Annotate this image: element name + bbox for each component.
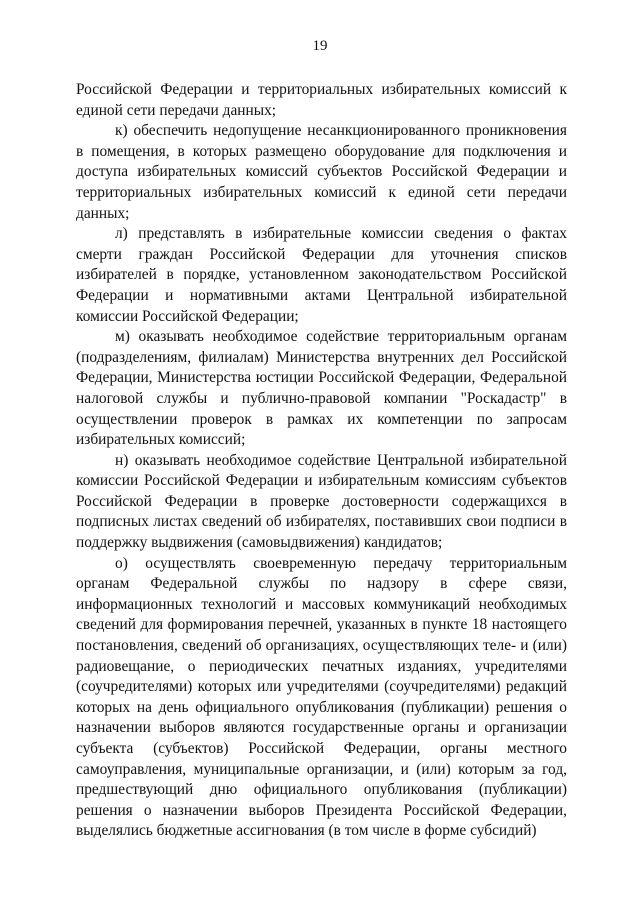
document-body (76, 80, 567, 842)
paragraph-continuation: Российской Федерации и территориальных избирательных комиссий к единой сети передачи данных; (76, 81, 567, 119)
page-number: 19 (312, 38, 328, 54)
paragraph-item-m: м) оказывать необходимое содействие территориальным органам (подразделениям, филиалам) Министерства внутренних дел Российской Федерации, Министерства юстиции Российской Федерации, Федеральной налоговой службы и публично-правовой компании "Роскадастр" в осуществлении проверок в рамках их компетенции по запросам избирательных комиссий; (76, 328, 567, 449)
paragraph-item-k: к) обеспечить недопущение несанкционированного проникновения в помещения, в которых размещено оборудование для подключения и доступа избирательных комиссий субъектов Российской Федерации и территориальных избирательных комиссий к единой сети передачи данных; (76, 122, 567, 222)
paragraph-item-o: о) осуществлять своевременную передачу территориальным органам Федеральной службы по надзору в сфере связи, информационных технологий и массовых коммуникаций необходимых сведений для формирования перечней, указанных в пункте 18 настоящего постановления, сведений об организациях, осуществляющих теле- и (или) радиовещание, о периодических печатных изданиях, учредителями (соучредителями) которых или учредителями (соучредителями) редакций которых на день официального опубликования (публикации) решения о назначении выборов являются государственные органы и организации субъекта (субъектов) Российской Федерации, органы местного самоуправления, муниципальные организации, и (или) которым за год, предшествующий дню официального опубликования (публикации) решения о назначении выборов Президента Российской Федерации, выделялись бюджетные ассигнования (в том числе в форме субсидий) (76, 554, 567, 840)
paragraph-item-l: л) представлять в избирательные комиссии сведения о фактах смерти граждан Российской Федерации для уточнения списков избирателей в порядке, установленном законодательством Российской Федерации и нормативными актами Центральной избирательной комиссии Российской Федерации; (76, 225, 567, 325)
paragraph-item-n: н) оказывать необходимое содействие Центральной избирательной комиссии Российской Федерации и избирательным комиссиям субъектов Российской Федерации в проверке достоверности содержащихся в подписных листах сведений об избирателях, поставивших свои подписи в поддержку выдвижения (самовыдвижения) кандидатов; (76, 451, 567, 552)
